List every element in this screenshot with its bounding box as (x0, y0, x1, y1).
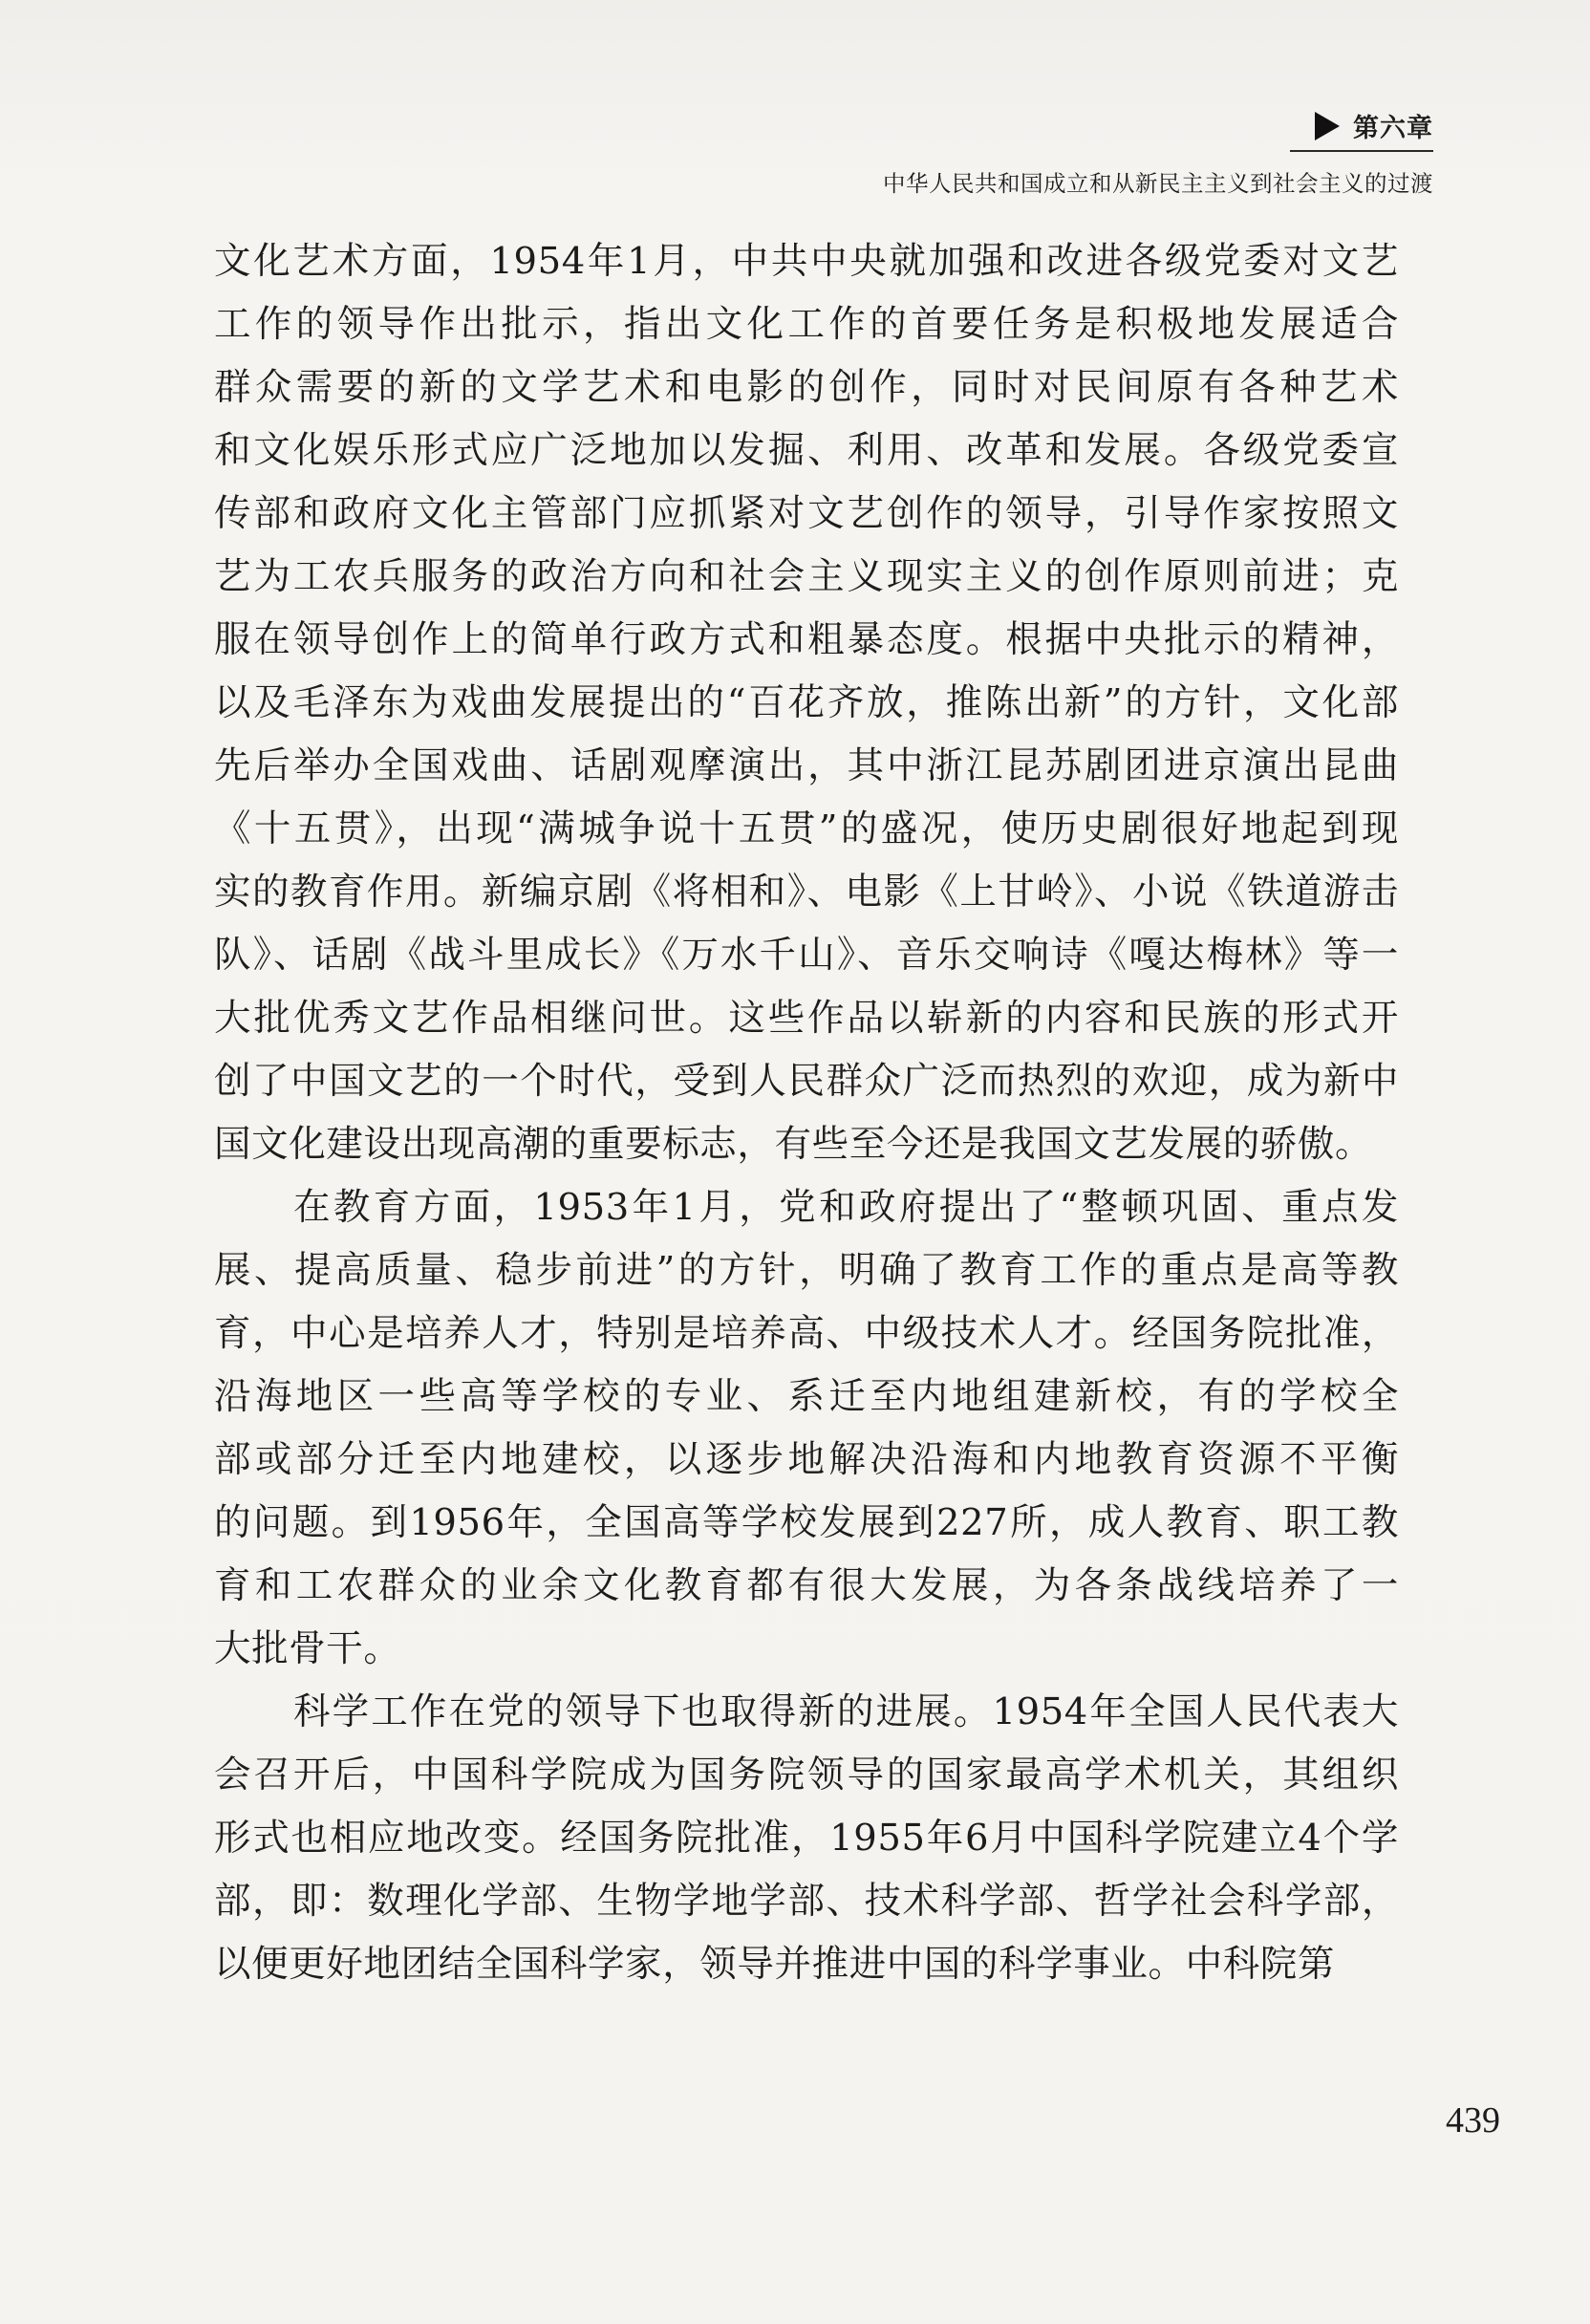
text-line: 部或部分迁至内地建校，以逐步地解决沿海和内地教育资源不平衡 (214, 1438, 1399, 1481)
text-line: 育和工农群众的业余文化教育都有很大发展，为各条战线培养了一 (214, 1564, 1399, 1607)
text-line: 沿海地区一些高等学校的专业、系迁至内地组建新校，有的学校全 (214, 1375, 1399, 1418)
text-line: 先后举办全国戏曲、话剧观摩演出，其中浙江昆苏剧团进京演出昆曲 (214, 744, 1399, 787)
text-line: 工作的领导作出批示，指出文化工作的首要任务是积极地发展适合 (214, 303, 1399, 346)
text-line: 文化艺术方面，1954年1月，中共中央就加强和改进各级党委对文艺 (214, 240, 1399, 283)
text-line: 科学工作在党的领导下也取得新的进展。1954年全国人民代表大 (293, 1690, 1399, 1733)
chapter-subtitle: 中华人民共和国成立和从新民主主义到社会主义的过渡 (883, 170, 1433, 197)
text-line: 部，即：数理化学部、生物学地学部、技术科学部、哲学社会科学部， (214, 1880, 1399, 1923)
text-line: 和文化娱乐形式应广泛地加以发掘、利用、改革和发展。各级党委宣 (214, 429, 1399, 472)
text-line: 队》、话剧《战斗里成长》《万水千山》、音乐交响诗《嘎达梅林》等一 (214, 934, 1399, 977)
text-line: 《十五贯》，出现“满城争说十五贯”的盛况，使历史剧很好地起到现 (214, 807, 1399, 850)
text-line: 形式也相应地改变。经国务院批准，1955年6月中国科学院建立4个学 (214, 1817, 1399, 1860)
text-line: 以及毛泽东为戏曲发展提出的“百花齐放，推陈出新”的方针，文化部 (214, 681, 1399, 724)
paragraph (214, 230, 1399, 1176)
text-line: 大批骨干。 (214, 1627, 401, 1670)
page-number: 439 (1446, 2100, 1500, 2141)
chapter-label: 第六章 (1353, 114, 1433, 143)
paragraph (214, 1681, 1399, 1996)
text-line: 展、提高质量、稳步前进”的方针，明确了教育工作的重点是高等教 (214, 1249, 1399, 1292)
text-line: 会召开后，中国科学院成为国务院领导的国家最高学术机关，其组织 (214, 1754, 1399, 1797)
text-line: 服在领导创作上的简单行政方式和粗暴态度。根据中央批示的精神， (214, 618, 1399, 661)
paragraph (214, 1176, 1399, 1681)
triangle-right-icon (1315, 112, 1340, 140)
text-line: 创了中国文艺的一个时代，受到人民群众广泛而热烈的欢迎，成为新中 (214, 1060, 1399, 1103)
text-line: 群众需要的新的文学艺术和电影的创作，同时对民间原有各种艺术 (214, 366, 1399, 409)
text-line: 实的教育作用。新编京剧《将相和》、电影《上甘岭》、小说《铁道游击 (214, 871, 1399, 914)
chapter-row (1290, 107, 1433, 152)
text-line: 大批优秀文艺作品相继问世。这些作品以崭新的内容和民族的形式开 (214, 997, 1399, 1040)
text-line: 传部和政府文化主管部门应抓紧对文艺创作的领导，引导作家按照文 (214, 492, 1399, 535)
text-line: 育，中心是培养人才，特别是培养高、中级技术人才。经国务院批准， (214, 1312, 1399, 1355)
body-text (214, 230, 1399, 1996)
text-line: 以便更好地团结全国科学家，领导并推进中国的科学事业。中科院第 (214, 1943, 1336, 1986)
running-header (883, 107, 1433, 198)
text-line: 艺为工农兵服务的政治方向和社会主义现实主义的创作原则前进；克 (214, 555, 1399, 598)
text-line: 国文化建设出现高潮的重要标志，有些至今还是我国文艺发展的骄傲。 (214, 1123, 1373, 1166)
text-line: 的问题。到1956年，全国高等学校发展到227所，成人教育、职工教 (214, 1501, 1399, 1544)
text-line: 在教育方面，1953年1月，党和政府提出了“整顿巩固、重点发 (293, 1186, 1399, 1229)
